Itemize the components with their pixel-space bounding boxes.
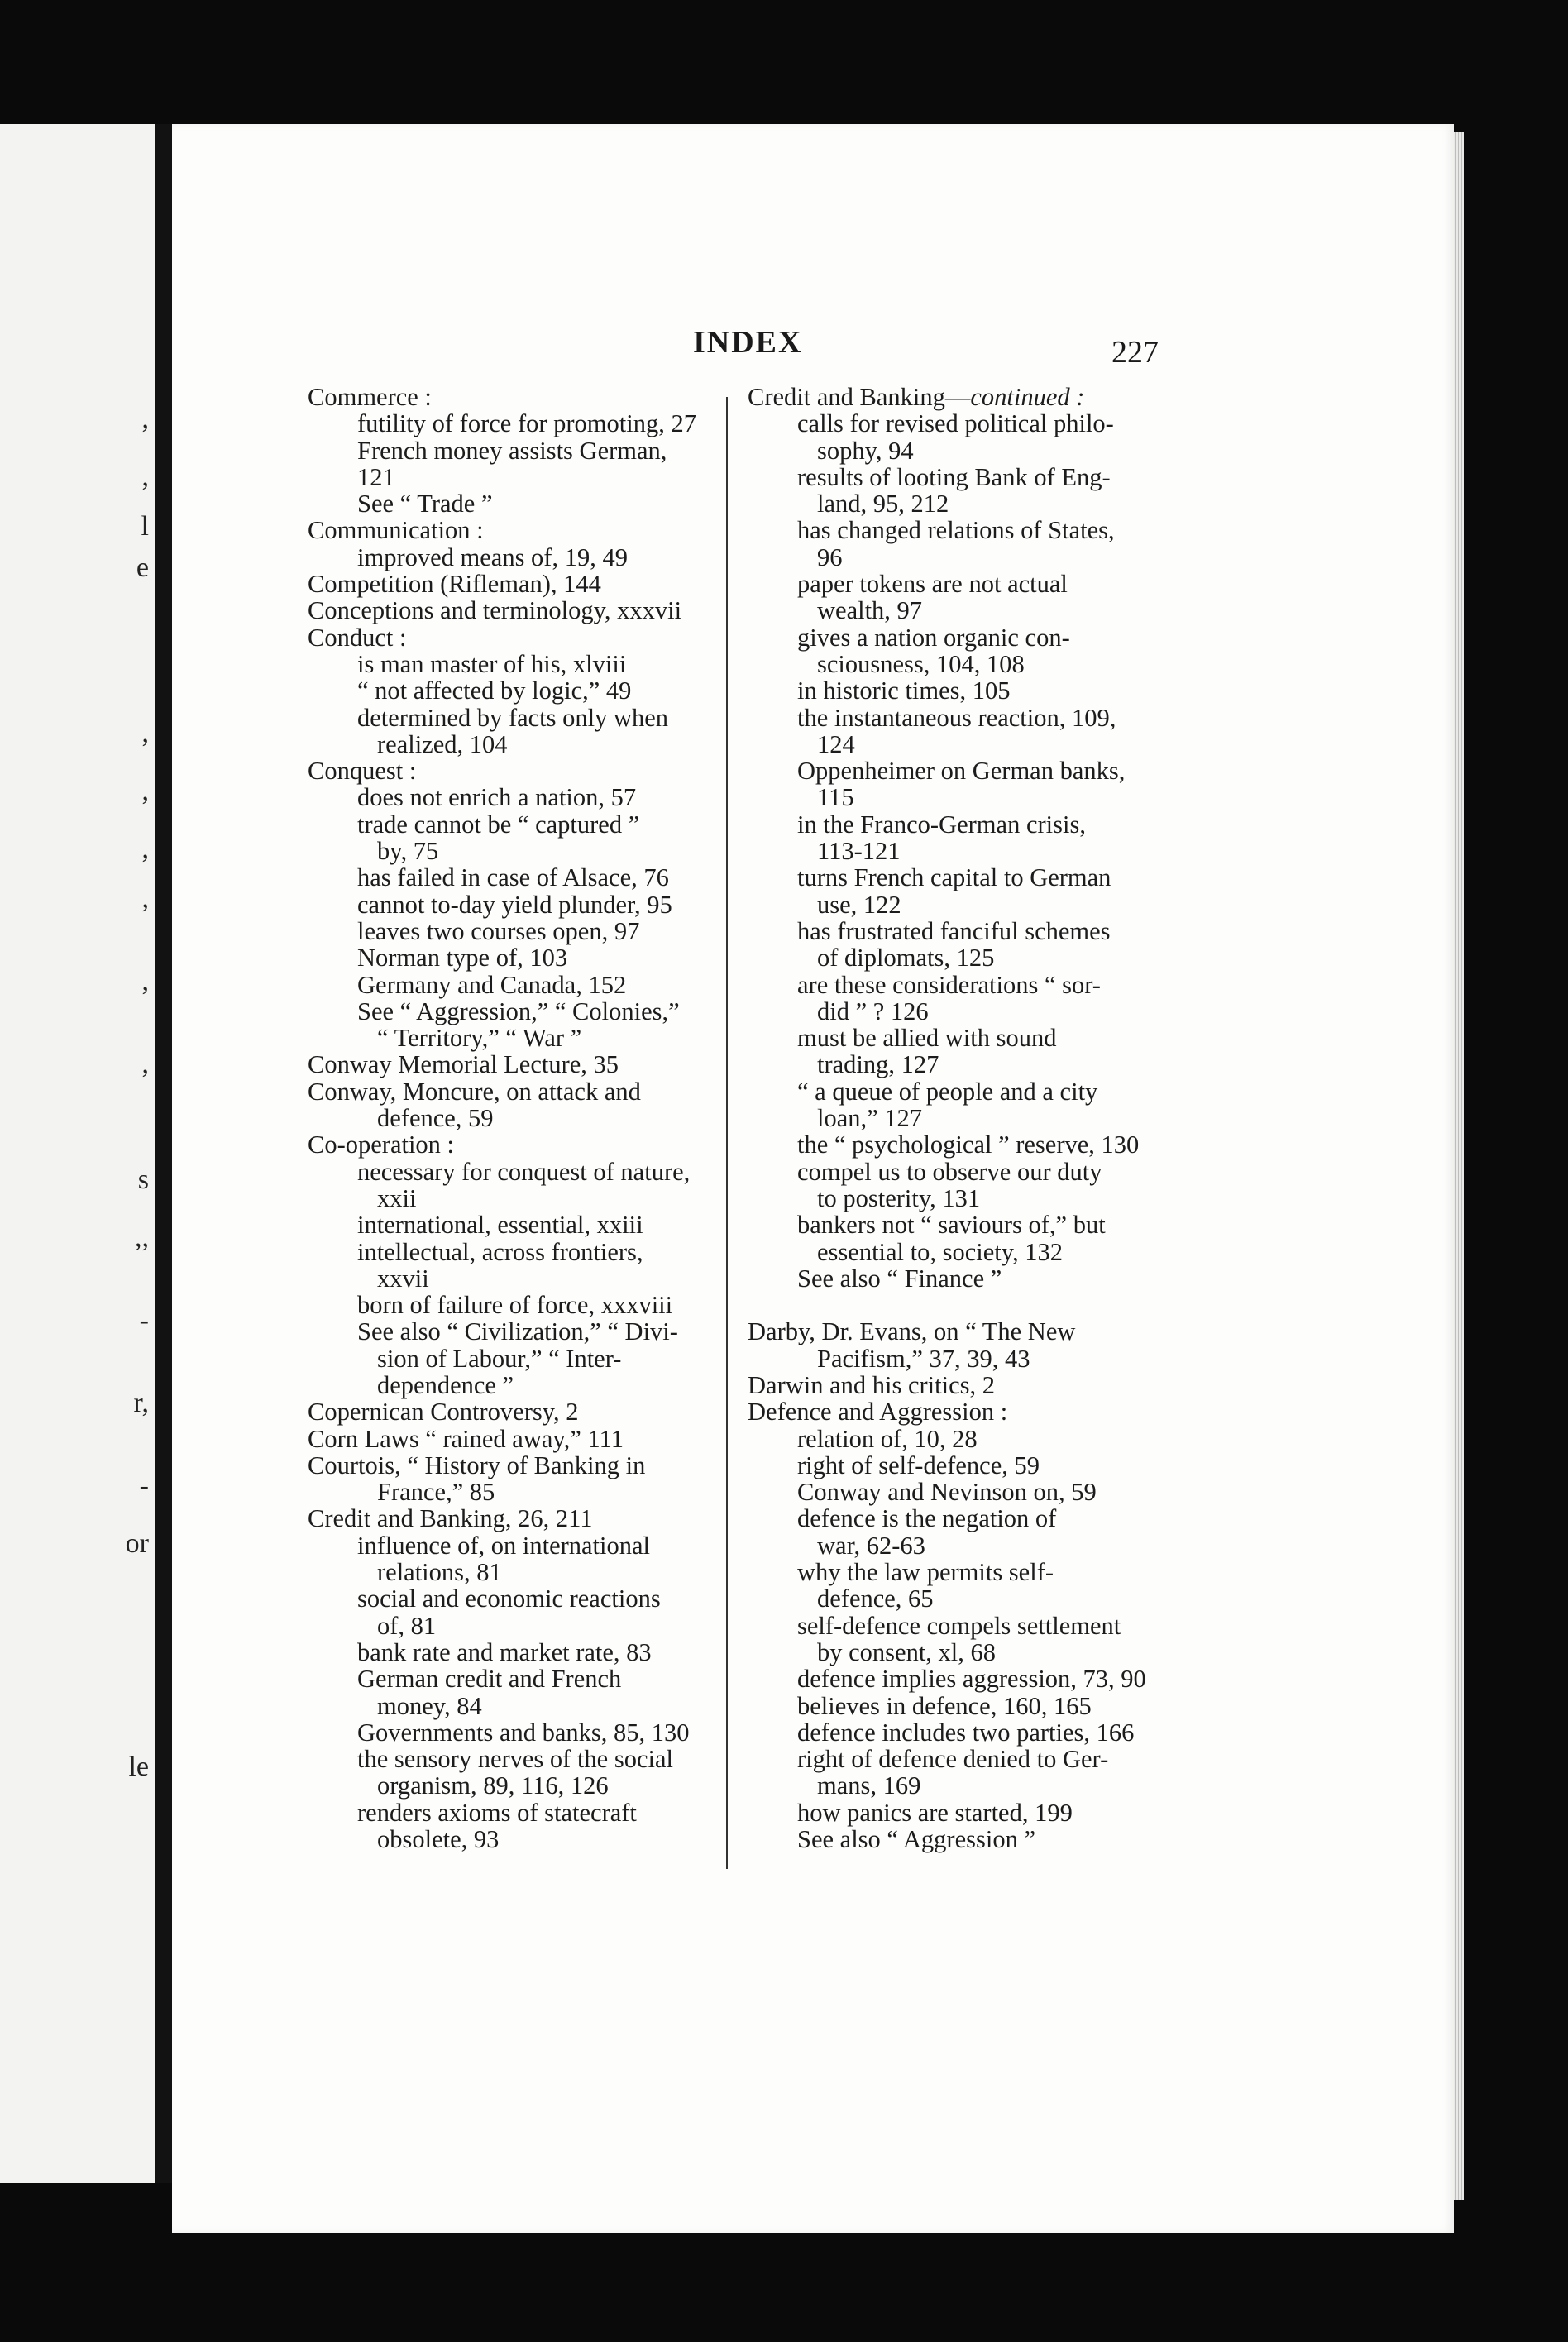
index-entry: sion of Labour,” “ Inter- bbox=[377, 1344, 622, 1373]
index-entry: mans, 169 bbox=[817, 1771, 921, 1800]
left-page-fragment: - bbox=[139, 1470, 149, 1501]
index-entry: in historic times, 105 bbox=[797, 676, 1011, 705]
index-entry: in the Franco-German crisis, bbox=[797, 810, 1086, 839]
index-entry: intellectual, across frontiers, bbox=[357, 1237, 643, 1266]
index-entry: the sensory nerves of the social bbox=[357, 1745, 673, 1774]
index-entry: renders axioms of statecraft bbox=[357, 1798, 637, 1827]
index-entry: Darby, Dr. Evans, on “ The New bbox=[748, 1317, 1076, 1346]
index-entry: did ” ? 126 bbox=[817, 997, 929, 1025]
book-gutter bbox=[155, 124, 172, 2183]
index-entry: wealth, 97 bbox=[817, 596, 923, 625]
index-entry: Norman type of, 103 bbox=[357, 944, 568, 973]
index-entry: Conway and Nevinson on, 59 bbox=[797, 1478, 1097, 1507]
index-entry: must be allied with sound bbox=[797, 1024, 1057, 1053]
index-entry: right of defence denied to Ger- bbox=[797, 1745, 1109, 1774]
left-page-fragment: le bbox=[128, 1752, 149, 1782]
index-entry: war, 62-63 bbox=[817, 1531, 925, 1560]
continued-label: continued : bbox=[970, 383, 1085, 411]
index-column-left bbox=[308, 384, 721, 1852]
index-entry: does not enrich a nation, 57 bbox=[357, 783, 637, 812]
index-entry: determined by facts only when bbox=[357, 703, 669, 732]
index-entry: essential to, society, 132 bbox=[817, 1237, 1064, 1266]
index-entry: defence, 59 bbox=[377, 1104, 494, 1133]
index-entry: 113-121 bbox=[817, 837, 901, 866]
index-entry: Governments and banks, 85, 130 bbox=[357, 1718, 690, 1747]
left-page-fragment: , bbox=[141, 404, 149, 434]
index-entry: Darwin and his critics, 2 bbox=[748, 1370, 995, 1399]
index-entry: futility of force for promoting, 27 bbox=[357, 409, 696, 438]
index-entry: dependence ” bbox=[377, 1370, 514, 1399]
index-entry: money, 84 bbox=[377, 1691, 482, 1720]
index-entry: of diplomats, 125 bbox=[817, 944, 995, 973]
left-page-fragment: r, bbox=[133, 1388, 149, 1418]
index-entry: the instantaneous reaction, 109, bbox=[797, 703, 1116, 732]
index-entry: Defence and Aggression : bbox=[748, 1398, 1008, 1427]
left-page-fragment: e bbox=[136, 552, 149, 583]
index-entry: xxii bbox=[377, 1183, 417, 1212]
left-page-fragment: , bbox=[141, 883, 149, 914]
left-page-fragment: , bbox=[141, 461, 149, 492]
index-entry: Copernican Controversy, 2 bbox=[308, 1398, 579, 1427]
page-title: INDEX bbox=[693, 325, 803, 360]
index-entry: 124 bbox=[817, 729, 855, 758]
index-entry: by consent, xl, 68 bbox=[817, 1637, 997, 1666]
left-page-fragment: s bbox=[137, 1164, 149, 1195]
left-page-fragment: , bbox=[141, 718, 149, 748]
index-entry: 96 bbox=[817, 542, 843, 571]
index-entry: See also “ Civilization,” “ Divi- bbox=[357, 1317, 678, 1346]
index-entry: loan,” 127 bbox=[817, 1104, 923, 1133]
index-entry: See also “ Finance ” bbox=[797, 1264, 1002, 1293]
index-entry: are these considerations “ sor- bbox=[797, 970, 1101, 999]
column-divider bbox=[726, 397, 728, 1869]
index-entry: of, 81 bbox=[377, 1611, 437, 1640]
index-entry: Oppenheimer on German banks, bbox=[797, 757, 1126, 786]
index-entry: Conway, Moncure, on attack and bbox=[308, 1077, 641, 1106]
index-entry: “ Territory,” “ War ” bbox=[377, 1024, 582, 1053]
index-entry: Germany and Canada, 152 bbox=[357, 970, 627, 999]
index-entry: relation of, 10, 28 bbox=[797, 1424, 978, 1453]
index-entry: has failed in case of Alsace, 76 bbox=[357, 863, 669, 892]
left-page-fragment: , bbox=[141, 776, 149, 806]
index-entry: realized, 104 bbox=[377, 729, 508, 758]
index-entry: why the law permits self- bbox=[797, 1558, 1054, 1587]
index-entry: the “ psychological ” reserve, 130 bbox=[797, 1130, 1140, 1159]
index-entry: cannot to-day yield plunder, 95 bbox=[357, 890, 672, 919]
index-entry: “ not affected by logic,” 49 bbox=[357, 676, 632, 705]
index-entry: trade cannot be “ captured ” bbox=[357, 810, 640, 839]
index-entry: improved means of, 19, 49 bbox=[357, 542, 628, 571]
index-entry: Credit and Banking—continued : bbox=[748, 383, 1085, 411]
index-entry: Credit and Banking, 26, 211 bbox=[308, 1504, 593, 1533]
index-entry: is man master of his, xlviii bbox=[357, 649, 627, 678]
index-entry: Conway Memorial Lecture, 35 bbox=[308, 1050, 619, 1079]
index-entry: See “ Trade ” bbox=[357, 490, 493, 519]
left-page-fragment: ,, bbox=[135, 1222, 149, 1253]
index-entry: necessary for conquest of nature, bbox=[357, 1157, 691, 1186]
index-entry: relations, 81 bbox=[377, 1558, 502, 1587]
index-entry: defence is the negation of bbox=[797, 1504, 1057, 1533]
left-page-fragment: , bbox=[141, 966, 149, 997]
index-entry: French money assists German, bbox=[357, 436, 667, 465]
index-column-right bbox=[748, 384, 1178, 1852]
index-entry: born of failure of force, xxxviii bbox=[357, 1291, 673, 1320]
index-entry: 121 bbox=[357, 462, 395, 491]
index-entry: trading, 127 bbox=[817, 1050, 939, 1079]
index-entry: German credit and French bbox=[357, 1665, 622, 1694]
index-entry: sophy, 94 bbox=[817, 436, 914, 465]
index-entry: organism, 89, 116, 126 bbox=[377, 1771, 609, 1800]
left-page-fragment: , bbox=[141, 1049, 149, 1079]
index-entry: Commerce : bbox=[308, 383, 432, 411]
index-entry: Pacifism,” 37, 39, 43 bbox=[817, 1344, 1030, 1373]
index-entry: 115 bbox=[817, 783, 854, 812]
index-entry: self-defence compels settlement bbox=[797, 1611, 1121, 1640]
index-entry: leaves two courses open, 97 bbox=[357, 916, 640, 945]
index-entry: land, 95, 212 bbox=[817, 490, 949, 519]
index-entry: by, 75 bbox=[377, 837, 439, 866]
index-entry: defence includes two parties, 166 bbox=[797, 1718, 1135, 1747]
index-entry: Conquest : bbox=[308, 757, 417, 786]
index-entry: bankers not “ saviours of,” but bbox=[797, 1211, 1106, 1240]
index-entry: gives a nation organic con- bbox=[797, 623, 1070, 652]
index-entry: how panics are started, 199 bbox=[797, 1798, 1073, 1827]
index-entry: paper tokens are not actual bbox=[797, 570, 1068, 599]
index-entry: has changed relations of States, bbox=[797, 516, 1115, 545]
index-entry: compel us to observe our duty bbox=[797, 1157, 1102, 1186]
index-entry: has frustrated fanciful schemes bbox=[797, 916, 1111, 945]
index-entry: Communication : bbox=[308, 516, 484, 545]
index-entry: bank rate and market rate, 83 bbox=[357, 1637, 652, 1666]
index-entry: Corn Laws “ rained away,” 111 bbox=[308, 1424, 624, 1453]
index-entry: defence, 65 bbox=[817, 1584, 934, 1613]
index-entry: influence of, on international bbox=[357, 1531, 651, 1560]
left-page-edge bbox=[0, 124, 155, 2183]
index-entry bbox=[748, 1292, 1178, 1318]
index-entry: See “ Aggression,” “ Colonies,” bbox=[357, 997, 680, 1025]
index-entry: See also “ Aggression ” bbox=[797, 1825, 1035, 1854]
index-entry: calls for revised political philo- bbox=[797, 409, 1114, 438]
index-entry: Conceptions and terminology, xxxvii bbox=[308, 596, 682, 625]
index-entry: Courtois, “ History of Banking in bbox=[308, 1451, 646, 1479]
index-entry: sciousness, 104, 108 bbox=[817, 649, 1025, 678]
index-entry: xxvii bbox=[377, 1264, 429, 1293]
index-entry: right of self-defence, 59 bbox=[797, 1451, 1040, 1479]
index-entry: results of looting Bank of Eng- bbox=[797, 462, 1111, 491]
left-page-fragment: l bbox=[141, 511, 149, 542]
index-entry: Co-operation : bbox=[308, 1130, 455, 1159]
index-entry: turns French capital to German bbox=[797, 863, 1111, 892]
left-page-fragment: or bbox=[125, 1528, 149, 1559]
page-number: 227 bbox=[1111, 335, 1159, 370]
index-entry: social and economic reactions bbox=[357, 1584, 661, 1613]
index-entry: use, 122 bbox=[817, 890, 901, 919]
left-page-fragment: , bbox=[141, 834, 149, 864]
index-entry: defence implies aggression, 73, 90 bbox=[797, 1665, 1146, 1694]
index-entry: Conduct : bbox=[308, 623, 407, 652]
index-entry: obsolete, 93 bbox=[377, 1825, 500, 1854]
index-entry: to posterity, 131 bbox=[817, 1183, 981, 1212]
left-page-fragment: - bbox=[139, 1305, 149, 1336]
index-entry: Competition (Rifleman), 144 bbox=[308, 570, 601, 599]
index-entry: France,” 85 bbox=[377, 1478, 495, 1507]
index-entry: believes in defence, 160, 165 bbox=[797, 1691, 1092, 1720]
index-entry: international, essential, xxiii bbox=[357, 1211, 643, 1240]
index-entry: “ a queue of people and a city bbox=[797, 1077, 1098, 1106]
